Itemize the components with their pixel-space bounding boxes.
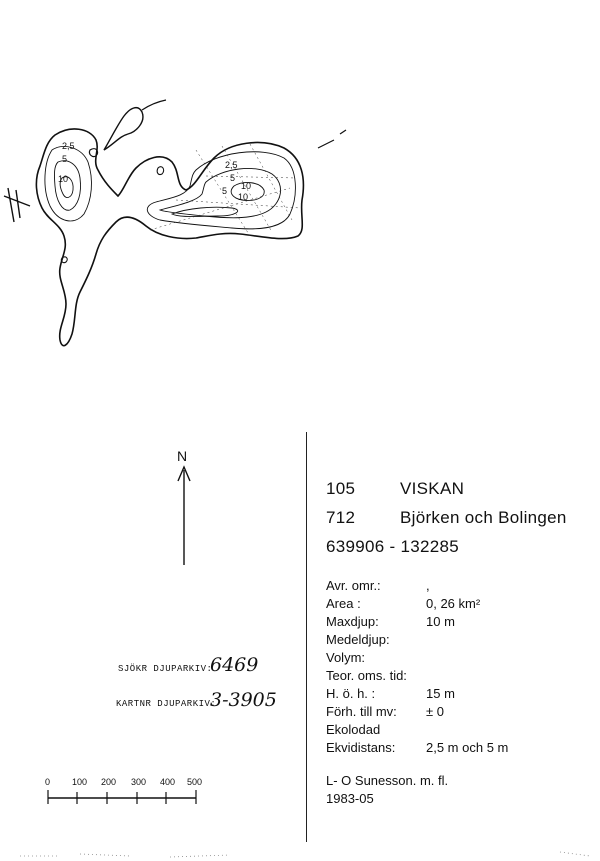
contour-label: 10 — [241, 181, 252, 191]
attribute-labels — [326, 577, 407, 757]
lake-number: 105 — [326, 479, 356, 498]
attr-label: Area : — [326, 596, 361, 611]
attribute-values — [426, 577, 508, 757]
attr-value: 2,5 m och 5 m — [426, 740, 509, 755]
contour-east-10b — [172, 207, 238, 216]
contour-label: 10 — [58, 174, 69, 184]
kartnr-archive-value: 3-3905 — [210, 689, 277, 711]
attr-value: ± 0 — [426, 704, 444, 719]
scale-tick-label: 200 — [101, 777, 117, 787]
bottom-speckle — [20, 852, 590, 857]
attr-value: , — [426, 578, 430, 593]
region-name: Björken och Bolingen — [400, 508, 567, 527]
contour-label: 5 — [222, 186, 228, 196]
attr-value — [426, 721, 508, 739]
coordinates: 639906 - 132285 — [326, 537, 460, 556]
contour-label: 10 — [238, 192, 249, 202]
contour-label: 5 — [62, 154, 68, 164]
attr-value: 15 m — [426, 686, 455, 701]
scale-bar — [48, 790, 196, 804]
credits-date: 1983-05 — [326, 791, 374, 806]
lake-shoreline — [36, 129, 303, 346]
scale-tick-label: 0 — [45, 777, 51, 787]
northern-inlet — [104, 108, 143, 150]
contour-label: 5 — [230, 173, 236, 183]
outlet-west — [4, 188, 30, 222]
attr-value: 10 m — [426, 614, 455, 629]
scale-tick-label: 300 — [131, 777, 147, 787]
contour-label: 2,5 — [225, 160, 238, 170]
credits-author: L- O Sunesson. m. fl. — [326, 773, 449, 788]
kartnr-archive-label: KARTNR DJUPARKIV: — [116, 699, 217, 709]
sjokr-archive-value: 6469 — [210, 654, 259, 676]
lake-name: VISKAN — [400, 479, 465, 498]
scale-tick-label: 500 — [187, 777, 203, 787]
scale-tick-label: 400 — [160, 777, 176, 787]
attr-label: Förh. till mv: — [326, 704, 397, 719]
attr-value — [426, 631, 508, 649]
attr-label: Maxdjup: — [326, 614, 379, 629]
attr-value — [426, 649, 508, 667]
attr-label: Volym: — [326, 650, 366, 665]
attr-label: Ekolodad — [326, 722, 381, 737]
attr-value: 0, 26 km² — [426, 596, 481, 611]
region-code: 712 — [326, 508, 356, 527]
scale-tick-label: 100 — [72, 777, 88, 787]
attr-label: Ekvidistans: — [326, 740, 396, 755]
attr-label: Teor. oms. tid: — [326, 668, 407, 683]
inlet-stream — [142, 100, 166, 110]
attr-label: Avr. omr.: — [326, 578, 381, 593]
island-east — [157, 167, 163, 175]
contour-label: 2,5 — [62, 141, 75, 151]
sjokr-archive-label: SJÖKR DJUPARKIV: — [118, 664, 213, 674]
stream-east — [318, 130, 346, 148]
contour-west-5 — [54, 161, 80, 210]
panel-divider — [306, 432, 307, 842]
north-arrow-label: N — [177, 448, 188, 464]
attr-value — [426, 667, 508, 685]
attr-label: H. ö. h. : — [326, 686, 376, 701]
attr-label: Medeldjup: — [326, 632, 390, 647]
